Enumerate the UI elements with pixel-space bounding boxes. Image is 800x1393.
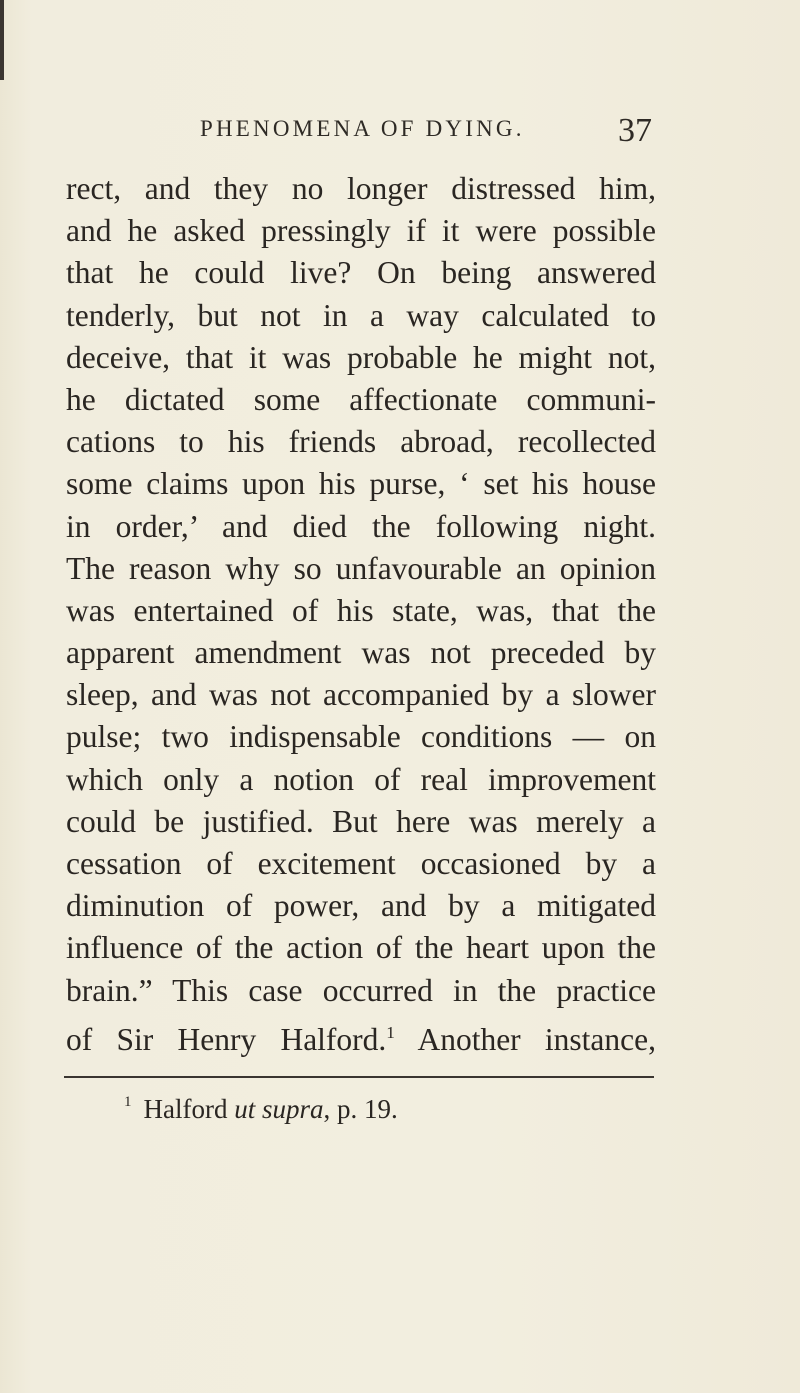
page-edge-shadow [0, 0, 4, 80]
text-line: deceive, that it was probable he might not, [66, 339, 656, 375]
text-line: influence of the action of the heart upon the [66, 930, 656, 966]
footnote-text-before: Halford [143, 1094, 235, 1124]
text-line: he dictated some affectionate communi- [66, 381, 656, 417]
text-line: sleep, and was not accompanied by a slower [66, 677, 656, 713]
footnote-rule [64, 1076, 654, 1078]
text-line: some claims upon his purse, ‘ set his house [66, 466, 656, 502]
body-text [66, 168, 656, 1057]
running-title: PHENOMENA OF DYING. [200, 116, 525, 141]
text-line: cessation of excitement occasioned by a [66, 846, 656, 881]
text-line: and he asked pressingly if it were possible [66, 213, 656, 249]
text-line: diminution of power, and by a mitigated [66, 888, 656, 924]
text-line: tenderly, but not in a way calculated to [66, 297, 656, 333]
text-line-last [66, 1012, 656, 1057]
text-line: in order,’ and died the following night. [66, 508, 656, 544]
footnote-reference[interactable]: 1 [386, 1022, 395, 1042]
footnote-text-after: , p. 19. [323, 1094, 398, 1124]
text-line: was entertained of his state, was, that the [66, 592, 656, 628]
footnote-mark: 1 [124, 1094, 132, 1110]
footnote-italic: ut supra [234, 1094, 324, 1124]
page-number: 37 [618, 112, 652, 149]
text-line: rect, and they no longer distressed him, [66, 171, 656, 206]
text-line: could be justified. But here was merely a [66, 803, 656, 839]
text-line: The reason why so unfavourable an opinion [66, 550, 656, 586]
text-line: which only a notion of real improvement [66, 761, 656, 797]
text-line: brain.” This case occurred in the practice [66, 972, 656, 1008]
text-line: pulse; two indispensable conditions — on [66, 719, 656, 755]
text-line: cations to his friends abroad, recollected [66, 424, 656, 460]
footnote [124, 1094, 398, 1125]
text-line: apparent amendment was not preceded by [66, 635, 656, 671]
running-head [200, 112, 660, 152]
last-line-end: Another instance, [394, 1021, 656, 1057]
last-line-start: of Sir Henry Halford. [66, 1021, 387, 1057]
text-line: that he could live? On being answered [66, 255, 656, 291]
